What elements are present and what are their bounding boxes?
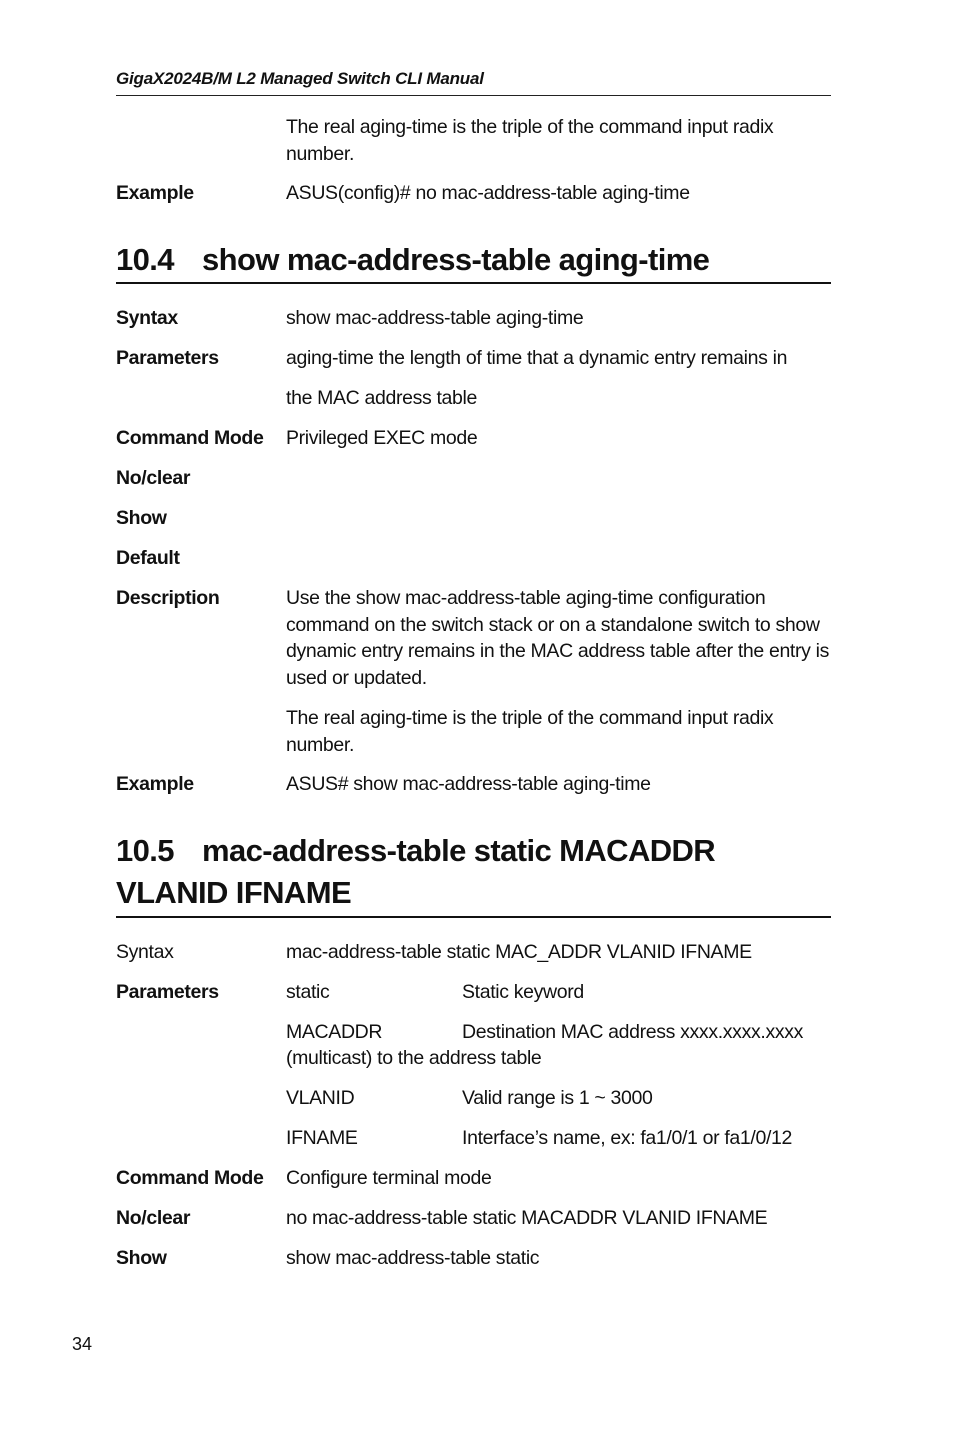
param-desc: Static keyword <box>462 981 584 1003</box>
param-name: static <box>286 981 330 1003</box>
command-mode-text: Configure terminal mode <box>286 1167 492 1189</box>
section-number: 10.4 <box>116 242 174 277</box>
parameters-label: Parameters <box>116 347 219 369</box>
noclear-label: No/clear <box>116 467 191 489</box>
param-name: IFNAME <box>286 1127 358 1149</box>
page-number: 34 <box>72 1334 93 1354</box>
prev-example-text: ASUS(config)# no mac-address-table aging-time <box>286 182 690 204</box>
section-number: 10.5 <box>116 833 174 868</box>
syntax-text: mac-address-table static MAC_ADDR VLANID IFNAME <box>286 941 752 963</box>
section-title: show mac-address-table aging-time <box>202 242 710 277</box>
noclear-label: No/clear <box>116 1207 191 1229</box>
default-label: Default <box>116 547 180 569</box>
description-paragraph-2: The real aging-time is the triple of the command input radix number. <box>286 707 774 756</box>
section-title: mac-address-table static MACADDR VLANID IFNAME <box>116 833 716 910</box>
parameters-label: Parameters <box>116 981 219 1003</box>
param-desc: Destination MAC address xxxx.xxxx.xxxx <box>462 1021 804 1043</box>
param-name: MACADDR <box>286 1021 383 1043</box>
param-desc: Interface’s name, ex: fa1/0/1 or fa1/0/12 <box>462 1127 793 1149</box>
prev-description: The real aging-time is the triple of the command input radix number. <box>286 116 774 165</box>
section-10-4-heading <box>116 240 831 284</box>
parameters-line-1: aging-time the length of time that a dynamic entry remains in <box>286 347 788 369</box>
param-desc-continued: (multicast) to the address table <box>286 1047 542 1069</box>
param-desc: Valid range is 1 ~ 3000 <box>462 1087 653 1109</box>
show-text: show mac-address-table static <box>286 1247 540 1269</box>
syntax-label: Syntax <box>116 941 174 963</box>
param-name: VLANID <box>286 1087 355 1109</box>
parameters-line-2: the MAC address table <box>286 387 478 409</box>
show-label: Show <box>116 507 167 529</box>
section-10-5-heading <box>116 830 831 918</box>
prev-example-label: Example <box>116 182 194 204</box>
description-paragraph-1: Use the show mac-address-table aging-time configuration command on the switch stack or on a standalone switch to show dynamic entry remains in the MAC address table after the entry is used or updated. <box>286 587 829 689</box>
syntax-text: show mac-address-table aging-time <box>286 307 584 329</box>
noclear-text: no mac-address-table static MACADDR VLANID IFNAME <box>286 1207 768 1229</box>
example-label: Example <box>116 773 194 795</box>
syntax-label: Syntax <box>116 307 178 329</box>
description-label: Description <box>116 587 220 609</box>
show-label: Show <box>116 1247 167 1269</box>
running-header: GigaX2024B/M L2 Managed Switch CLI Manual <box>116 69 831 96</box>
example-text: ASUS# show mac-address-table aging-time <box>286 773 651 795</box>
command-mode-label: Command Mode <box>116 1167 264 1189</box>
command-mode-label: Command Mode <box>116 427 264 449</box>
command-mode-text: Privileged EXEC mode <box>286 427 478 449</box>
